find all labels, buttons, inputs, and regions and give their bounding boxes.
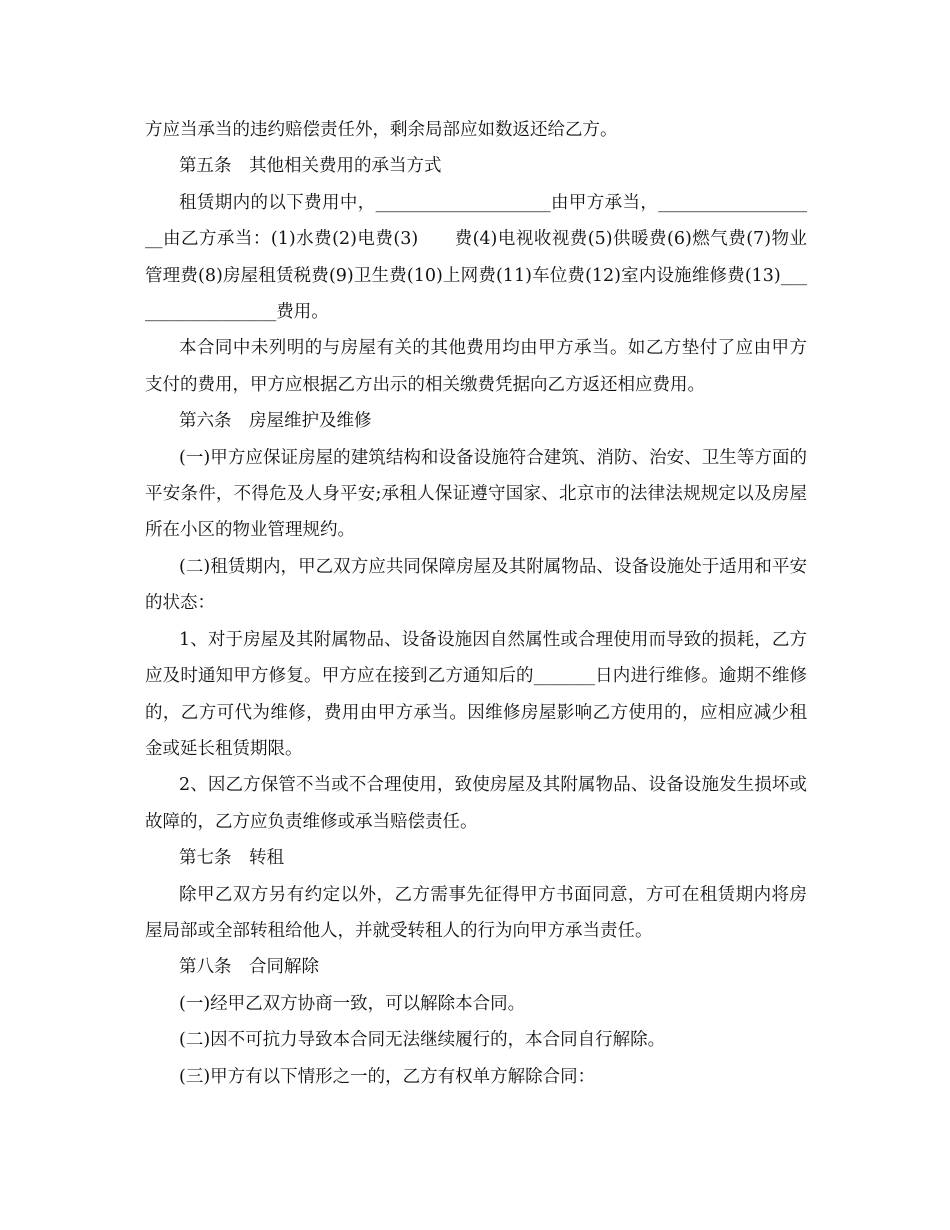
paragraph-unlisted-fees: 本合同中未列明的与房屋有关的其他费用均由甲方承当。如乙方垫付了应由甲方支付的费用，甲方应根据乙方出示的相关缴费凭据向乙方返还相应费用。 [145,338,807,395]
paragraph-6-2-item-2: 2、因乙方保管不当或不合理使用，致使房屋及其附属物品、设备设施发生损坏或故障的，乙方应负责维修或承当赔偿责任。 [145,775,807,832]
paragraph-6-2-item-1: 1、对于房屋及其附属物品、设备设施因自然属性或合理使用而导致的损耗，乙方应及时通知甲方修复。甲方应在接到乙方通知后的_______日内进行维修。逾期不维修的，乙方可代为维修，费用由甲方承当。因维修房屋影响乙方使用的，应相应减少租金或延长租赁期限。 [145,629,807,759]
paragraph-continuation: 方应当承当的违约赔偿责任外，剩余局部应如数返还给乙方。 [145,120,618,140]
document-page [145,112,807,1095]
paragraph-8-1: (一)经甲乙双方协商一致，可以解除本合同。 [179,993,526,1014]
article-6-heading: 第六条 房屋维护及维修 [179,411,372,432]
article-5-heading: 第五条 其他相关费用的承当方式 [179,156,442,177]
paragraph-6-1: (一)甲方应保证房屋的建筑结构和设备设施符合建筑、消防、治安、卫生等方面的平安条件，不得危及人身平安;承租人保证遵守国家、北京市的法律法规规定以及房屋所在小区的物业管理规约。 [145,447,807,541]
paragraph-8-3: (三)甲方有以下情形之一的，乙方有权单方解除合同： [179,1066,596,1087]
paragraph-fee-allocation: 租赁期内的以下费用中，____________________由甲方承当，___________________由乙方承当：(1)水费(2)电费(3) 费(4)电视收视费(5)供暖费(6)燃气费(7)物业管理费(8)房屋租赁税费(9)卫生费(10)上网费(11)车位费(12)室内设施维修费(13)__________________费用。 [145,192,807,323]
paragraph-6-2: (二)租赁期内，甲乙双方应共同保障房屋及其附属物品、设备设施处于适用和平安的状态： [145,556,807,614]
article-8-heading: 第八条 合同解除 [179,957,319,978]
paragraph-sublease: 除甲乙双方另有约定以外，乙方需事先征得甲方书面同意，方可在租赁期内将房屋局部或全部转租给他人，并就受转租人的行为向甲方承当责任。 [145,884,807,941]
paragraph-8-2: (二)因不可抗力导致本合同无法继续履行的，本合同自行解除。 [179,1030,666,1051]
article-7-heading: 第七条 转租 [179,848,284,869]
